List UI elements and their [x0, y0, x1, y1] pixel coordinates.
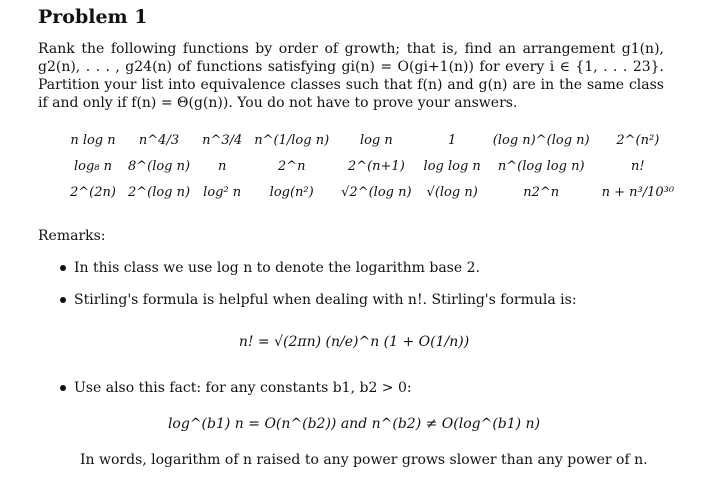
stirling-formula: n! = √(2πn) (n/e)^n (1 + O(1/n)) — [238, 334, 470, 350]
function-cell: 1 — [448, 132, 457, 148]
bullet-dot-icon — [60, 297, 66, 303]
in-words-note: In words, logarithm of n raised to any power grows slower than any power of n. — [80, 452, 648, 468]
bullet-dot-icon — [60, 265, 66, 271]
function-cell: log n — [359, 132, 393, 148]
bullet-item — [60, 260, 480, 276]
function-cell: (log n)^(log n) — [492, 132, 590, 148]
function-cell: 2^(log n) — [127, 184, 191, 200]
bullet-dot-icon — [60, 385, 66, 391]
function-cell: √(log n) — [426, 184, 478, 200]
problem-statement: Rank the following functions by order of growth; that is, find an arrangement g1(n), g2(n), . . . , g24(n) of functions satisfying gi(n) = O(gi+1(n)) for every i ∈ {1, . . . 23}. Partition your list into equivalence classes such that f(n) and g(n) are in the same class if and only if f(n) = Θ(g(n)). You do not have to prove your answers. — [38, 41, 664, 111]
functions-row — [64, 153, 680, 179]
growth-fact-formula: log^(b1) n = O(n^(b2)) and n^(b2) ≠ O(log^(b1) n) — [167, 416, 541, 432]
function-cell: √2^(log n) — [341, 184, 412, 200]
function-cell: 2^n — [277, 158, 306, 174]
functions-row — [64, 127, 680, 153]
bullet-item — [60, 380, 412, 396]
function-cell: n^3/4 — [202, 132, 243, 148]
function-cell: 2^(2n) — [70, 184, 116, 200]
functions-row — [64, 179, 680, 205]
bullet-item — [60, 292, 577, 308]
function-cell: n^(1/log n) — [254, 132, 330, 148]
bullet-text: Use also this fact: for any constants b1, b2 > 0: — [74, 380, 412, 396]
function-cell: log(n²) — [269, 184, 314, 200]
remarks-heading: Remarks: — [38, 228, 106, 244]
bullet-text: Stirling's formula is helpful when dealing with n!. Stirling's formula is: — [74, 292, 577, 308]
function-cell: 8^(log n) — [127, 158, 191, 174]
function-cell: log₈ n — [73, 158, 112, 174]
problem-title: Problem 1 — [38, 6, 148, 28]
function-cell: 2^(n²) — [616, 132, 660, 148]
function-cell: n2^n — [523, 184, 560, 200]
function-cell: n! — [631, 158, 645, 174]
function-cell: 2^(n+1) — [347, 158, 405, 174]
bullet-text: In this class we use log n to denote the logarithm base 2. — [74, 260, 480, 276]
function-cell: log log n — [423, 158, 481, 174]
function-cell: n — [217, 158, 227, 174]
function-cell: n log n — [70, 132, 116, 148]
function-cell: n^(log log n) — [497, 158, 585, 174]
function-cell: n + n³/10³⁰ — [601, 184, 675, 200]
function-cell: log² n — [203, 184, 242, 200]
function-cell: n^4/3 — [138, 132, 180, 148]
functions-table — [64, 127, 680, 205]
